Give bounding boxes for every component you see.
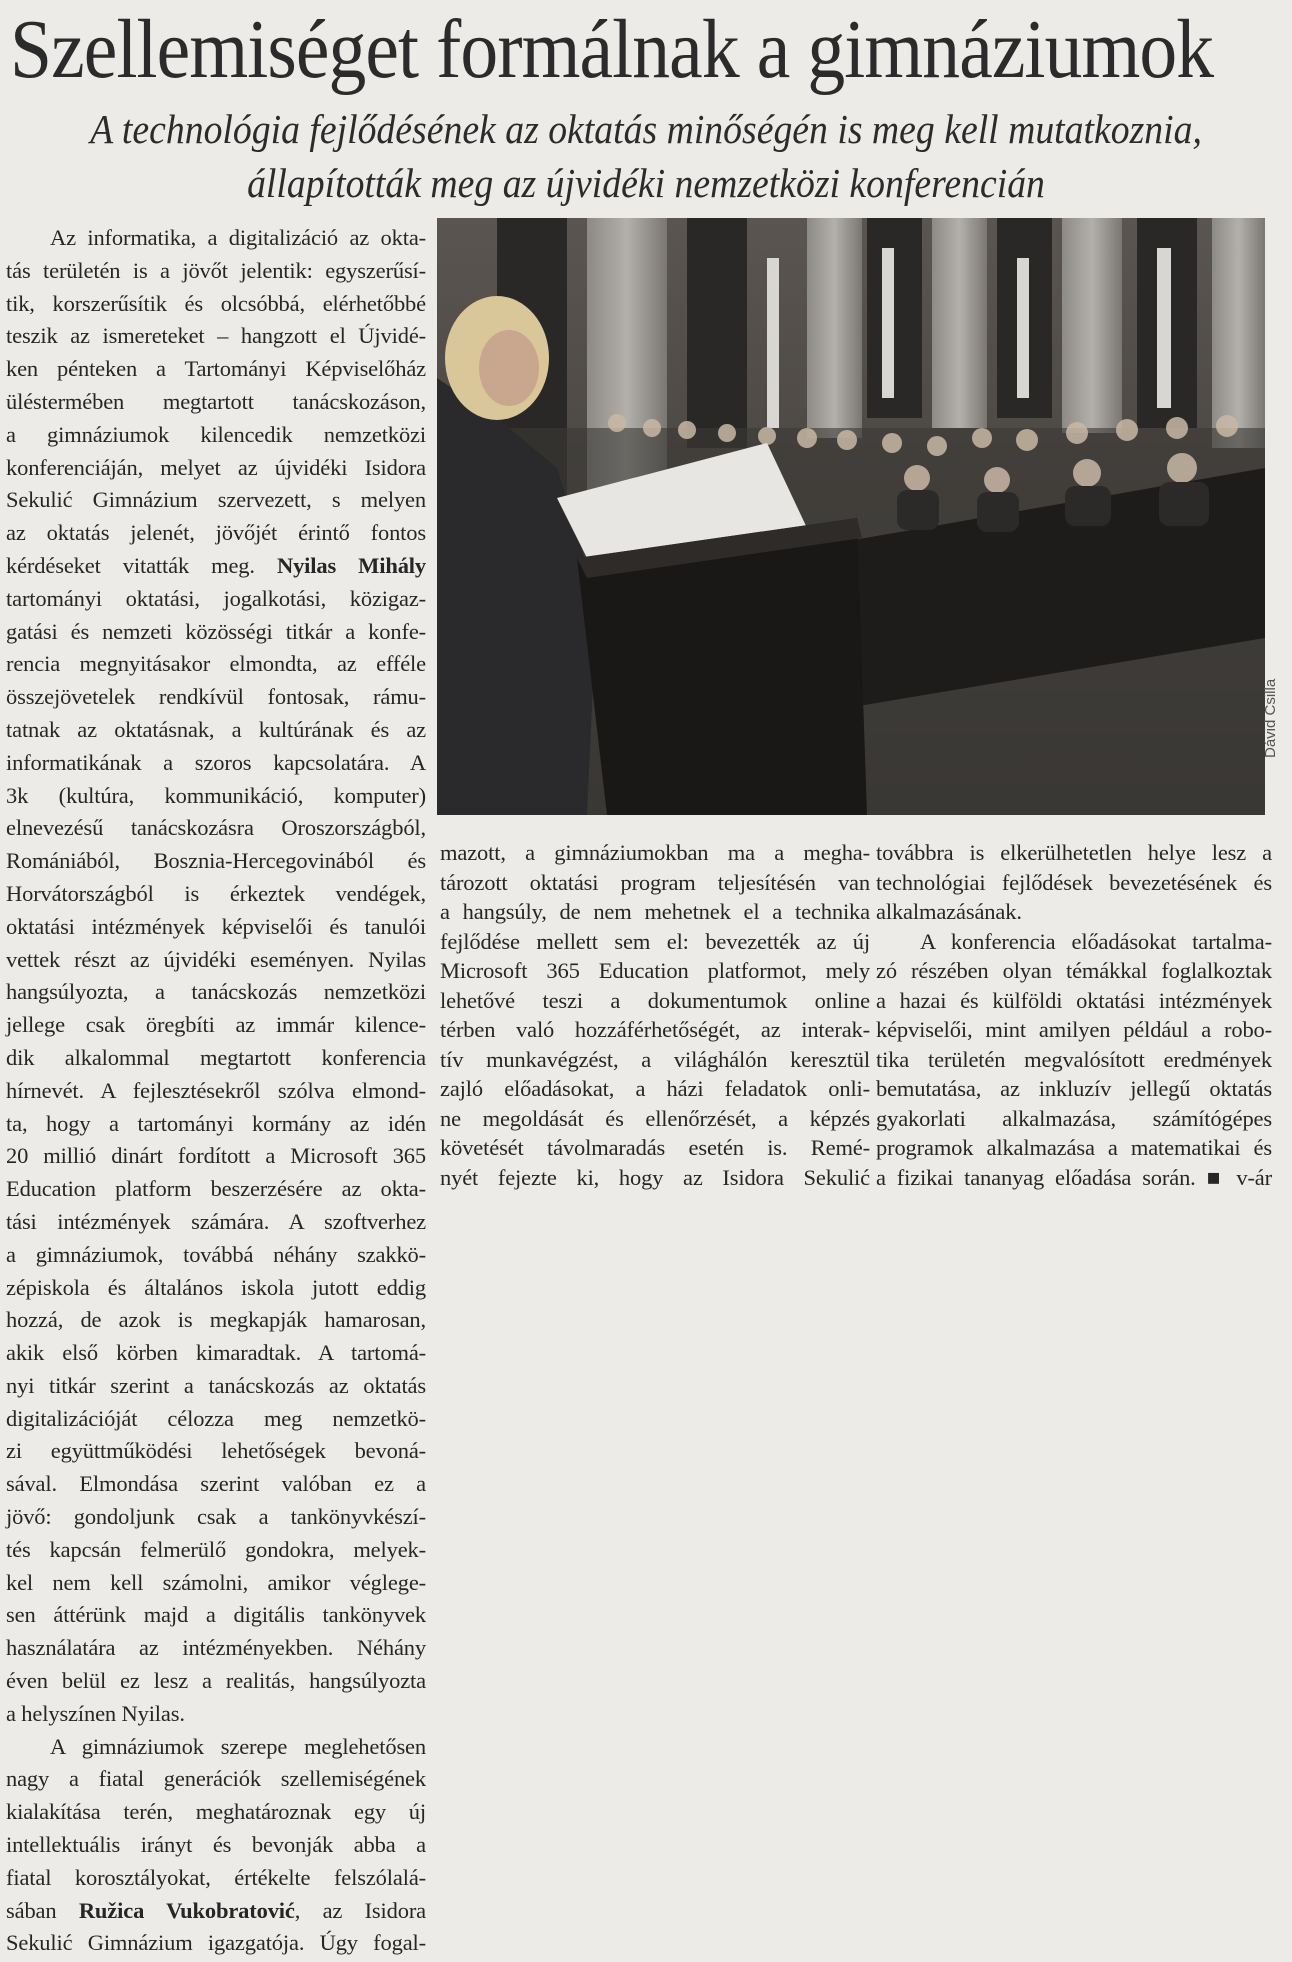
- text-segment: kel nem kell számolni, amikor véglege-: [6, 1569, 426, 1595]
- text-line: [6, 517, 426, 550]
- text-line: [876, 1104, 1272, 1134]
- text-line: [6, 878, 426, 911]
- text-segment: tés kapcsán felmerülő gondokra, melyek-: [6, 1536, 426, 1562]
- text-segment: akik első körben kimaradtak. A tartomá-: [6, 1340, 426, 1366]
- text-segment: követését távolmaradás esetén is. Remé-: [440, 1135, 870, 1160]
- text-line: [440, 1015, 870, 1045]
- text-segment: , az Isidora: [294, 1897, 427, 1923]
- text-line: [6, 1763, 426, 1796]
- text-line: [6, 714, 426, 747]
- text-line: [6, 1468, 426, 1501]
- text-line: [6, 1009, 426, 1042]
- text-segment: intellektuális irányt és bevonják abba a: [6, 1832, 426, 1858]
- text-line: [6, 1075, 426, 1108]
- text-line: [876, 956, 1272, 986]
- text-line: [6, 583, 426, 616]
- text-segment: Az informatika, a digitalizáció az okta-: [50, 225, 426, 250]
- text-segment: a gimnáziumok kilencedik nemzetközi: [6, 421, 426, 447]
- text-segment: 20 millió dinárt fordított a Microsoft 365: [6, 1143, 426, 1169]
- text-line: [876, 1163, 1272, 1193]
- text-line: [6, 1796, 426, 1829]
- text-line: [440, 1074, 870, 1104]
- text-segment: nyét fejezte ki, hogy az Isidora Sekulić: [440, 1164, 870, 1190]
- text-line: [6, 288, 426, 321]
- text-segment: tik, korszerűsítik és olcsóbbá, elérhetőbbé: [6, 290, 426, 316]
- text-segment: programok alkalmazása a matematikai és: [876, 1135, 1272, 1160]
- text-line: [876, 1045, 1272, 1075]
- text-segment: a hangsúly, de nem mehetnek el a technika: [440, 899, 870, 924]
- text-segment: összejövetelek rendkívül fontosak, rámu-: [6, 684, 426, 710]
- text-line: [6, 648, 426, 681]
- text-segment: továbbra is elkerülhetetlen helye lesz a: [876, 840, 1272, 865]
- text-segment: Microsoft 365 Education platformot, mely: [440, 958, 870, 983]
- text-line: [6, 681, 426, 714]
- text-segment: sen áttérünk majd a digitális tankönyvek: [6, 1602, 426, 1628]
- text-line: [6, 1599, 426, 1632]
- text-segment: jellege csak öregbíti az immár kilence-: [6, 1012, 426, 1038]
- text-segment: digitalizációját célozza meg nemzetkö-: [6, 1405, 426, 1431]
- subheadline-line-2: állapították meg az újvidéki nemzetközi konferencián: [247, 160, 1045, 206]
- text-segment: ta, hogy a tartományi kormány az idén: [6, 1110, 426, 1136]
- text-segment: hangsúlyozta, a tanácskozás nemzetközi: [6, 979, 426, 1005]
- text-segment: a fizikai tananyag előadása során. ■ v-ár: [876, 1164, 1272, 1190]
- text-line: [6, 747, 426, 780]
- text-line: [6, 1698, 426, 1731]
- text-segment: tartományi oktatási, jogalkotási, közigaz-: [6, 585, 426, 611]
- text-segment: lehetővé teszi a dokumentumok online: [440, 987, 870, 1013]
- text-segment: nyi titkár szerint a tanácskozás az oktatás: [6, 1372, 426, 1398]
- text-segment: elnevezésű tanácskozásra Oroszországból,: [6, 815, 426, 841]
- text-line: [6, 1895, 426, 1928]
- text-segment: hozzá, de azok is megkapják hamarosan,: [6, 1307, 426, 1333]
- text-line: [6, 845, 426, 878]
- text-segment: gatási és nemzeti közösségi titkár a konfe-: [6, 618, 426, 644]
- text-line: [6, 1206, 426, 1239]
- text-line: [876, 897, 1272, 927]
- text-line: [6, 353, 426, 386]
- text-segment: az oktatás jelenét, jövőjét érintő fontos: [6, 520, 426, 546]
- text-segment: alkalmazásának.: [876, 899, 1022, 924]
- text-segment: Sekulić Gimnázium igazgatója. Úgy fogal-: [6, 1930, 426, 1956]
- text-segment: nagy a fiatal generációk szellemiségének: [6, 1766, 426, 1792]
- text-segment: jövő: gondoljunk csak a tankönyvkészí-: [6, 1504, 426, 1530]
- text-segment: oktatási intézmények képviselői és tanulói: [6, 913, 426, 939]
- text-line: [6, 320, 426, 353]
- text-line: [440, 1133, 870, 1163]
- text-line: [440, 986, 870, 1016]
- text-segment: technológiai fejlődések bevezetésének és: [876, 869, 1272, 895]
- person-name: Ružica Vukobratović: [78, 1897, 295, 1923]
- text-segment: 3k (kultúra, kommunikáció, komputer): [6, 782, 426, 808]
- text-segment: zépiskola és általános iskola jutott eddig: [6, 1274, 426, 1300]
- text-segment: zi együttműködési lehetőségek bevoná-: [6, 1438, 426, 1464]
- text-segment: Sekulić Gimnázium szervezett, s melyen: [6, 487, 426, 513]
- text-segment: a gimnáziumok, továbbá néhány szakkö-: [6, 1241, 426, 1267]
- text-line: [440, 1045, 870, 1075]
- text-line: [876, 927, 1272, 957]
- text-segment: a helyszínen Nyilas.: [6, 1700, 185, 1726]
- text-line: [6, 419, 426, 452]
- text-line: [876, 1133, 1272, 1163]
- text-line: [440, 868, 870, 898]
- text-line: [6, 1862, 426, 1895]
- article-column-middle: [440, 838, 870, 1192]
- text-line: [6, 1304, 426, 1337]
- text-segment: fejlődése mellett sem el: bevezették az új: [440, 928, 870, 954]
- text-segment: Horvátországból is érkeztek vendégek,: [6, 880, 426, 906]
- text-line: [6, 222, 426, 255]
- text-line: [6, 386, 426, 419]
- text-segment: ken pénteken a Tartományi Képviselőház: [6, 356, 426, 382]
- text-segment: kialakítása terén, meghatároznak egy új: [6, 1799, 426, 1825]
- text-line: [876, 838, 1272, 868]
- text-segment: teszik az ismereteket – hangzott el Újvidé-: [6, 323, 426, 349]
- text-segment: képviselői, mint amilyen például a robo-: [876, 1017, 1272, 1042]
- text-segment: zajló előadásokat, a házi feladatok onli-: [440, 1076, 870, 1101]
- text-line: [6, 1173, 426, 1206]
- text-line: [6, 812, 426, 845]
- text-line: [6, 550, 426, 583]
- text-line: [6, 484, 426, 517]
- text-line: [440, 838, 870, 868]
- text-line: [6, 1927, 426, 1960]
- text-line: [440, 927, 870, 957]
- text-line: [6, 1272, 426, 1305]
- text-segment: Romániából, Bosznia-Hercegovinából és: [6, 848, 426, 874]
- person-name: Nyilas Mihály: [276, 552, 427, 578]
- text-segment: tika területén megvalósított eredmények: [876, 1046, 1272, 1072]
- text-segment: tív munkavégzést, a világhálón keresztül: [440, 1046, 870, 1072]
- text-line: [6, 976, 426, 1009]
- text-segment: tatnak az oktatásnak, a kultúrának és az: [6, 716, 426, 742]
- text-segment: A konferencia előadásokat tartalma-: [920, 928, 1272, 954]
- text-line: [6, 780, 426, 813]
- text-line: [6, 1239, 426, 1272]
- text-segment: Education platform beszerzésére az okta-: [6, 1176, 426, 1202]
- article-column-right: [876, 838, 1272, 1192]
- text-segment: használatára az intézményekben. Néhány: [6, 1635, 426, 1661]
- text-line: [440, 956, 870, 986]
- text-segment: bemutatása, az inkluzív jellegű oktatás: [876, 1076, 1272, 1101]
- text-line: [6, 1042, 426, 1075]
- photo-credit: Dávid Csilla: [1262, 678, 1279, 758]
- conference-photo: [437, 218, 1265, 815]
- text-segment: üléstermében megtartott tanácskozáson,: [6, 388, 426, 414]
- text-segment: hírnevét. A fejlesztésekről szólva elmond-: [6, 1077, 426, 1103]
- text-segment: tás területén is a jövőt jelentik: egyszerűsí-: [6, 257, 426, 283]
- text-line: [6, 1632, 426, 1665]
- text-line: [6, 1665, 426, 1698]
- text-segment: ne megoldását és ellenőrzését, a képzés: [440, 1105, 870, 1131]
- text-line: [876, 1074, 1272, 1104]
- text-line: [6, 911, 426, 944]
- text-line: [6, 1501, 426, 1534]
- headline: Szellemiséget formálnak a gimnáziumok: [10, 3, 1214, 96]
- conference-hall-image: [437, 218, 1265, 815]
- text-segment: a hazai és külföldi oktatási intézmények: [876, 987, 1272, 1013]
- text-line: [6, 1829, 426, 1862]
- text-line: [6, 1403, 426, 1436]
- text-line: [6, 1337, 426, 1370]
- article-column-left: [6, 222, 426, 1960]
- text-segment: gyakorlati alkalmazása, számítógépes: [876, 1105, 1272, 1131]
- text-segment: tási intézmények számára. A szoftverhez: [6, 1208, 426, 1234]
- text-line: [876, 868, 1272, 898]
- text-line: [876, 1015, 1272, 1045]
- text-line: [6, 1567, 426, 1600]
- text-line: [6, 1731, 426, 1764]
- text-line: [440, 1104, 870, 1134]
- text-segment: fiatal korosztályokat, értékelte felszólalá-: [6, 1864, 426, 1890]
- text-segment: kérdéseket vitatták meg.: [6, 552, 277, 578]
- text-segment: rencia megnyitásakor elmondta, az efféle: [6, 651, 426, 677]
- text-segment: A gimnáziumok szerepe meglehetősen: [50, 1733, 426, 1759]
- text-line: [6, 1534, 426, 1567]
- text-line: [6, 1108, 426, 1141]
- text-line: [6, 1370, 426, 1403]
- text-line: [6, 255, 426, 288]
- text-line: [6, 616, 426, 649]
- text-line: [440, 1163, 870, 1193]
- text-segment: sával. Elmondása szerint valóban ez a: [6, 1471, 426, 1497]
- text-line: [876, 986, 1272, 1016]
- text-segment: tározott oktatási program teljesítésén van: [440, 869, 870, 895]
- text-segment: dik alkalommal megtartott konferencia: [6, 1044, 426, 1070]
- text-segment: térben való hozzáférhetőségét, az interak-: [440, 1017, 870, 1042]
- text-line: [6, 944, 426, 977]
- text-line: [6, 452, 426, 485]
- text-segment: mazott, a gimnáziumokban ma a megha-: [440, 840, 870, 865]
- text-line: [440, 897, 870, 927]
- text-segment: informatikának a szoros kapcsolatára. A: [6, 749, 426, 775]
- text-line: [6, 1140, 426, 1173]
- text-segment: zó részében olyan témákkal foglalkoztak: [876, 958, 1272, 983]
- subheadline-line-1: A technológia fejlődésének az oktatás minőségén is meg kell mutatkoznia,: [90, 106, 1202, 152]
- text-segment: éven belül ez lesz a realitás, hangsúlyozta: [6, 1668, 426, 1694]
- text-segment: vettek részt az újvidéki eseményen. Nyilas: [6, 946, 426, 972]
- text-line: [6, 1435, 426, 1468]
- text-segment: sában: [6, 1897, 79, 1923]
- text-segment: konferenciáján, melyet az újvidéki Isidora: [6, 454, 426, 480]
